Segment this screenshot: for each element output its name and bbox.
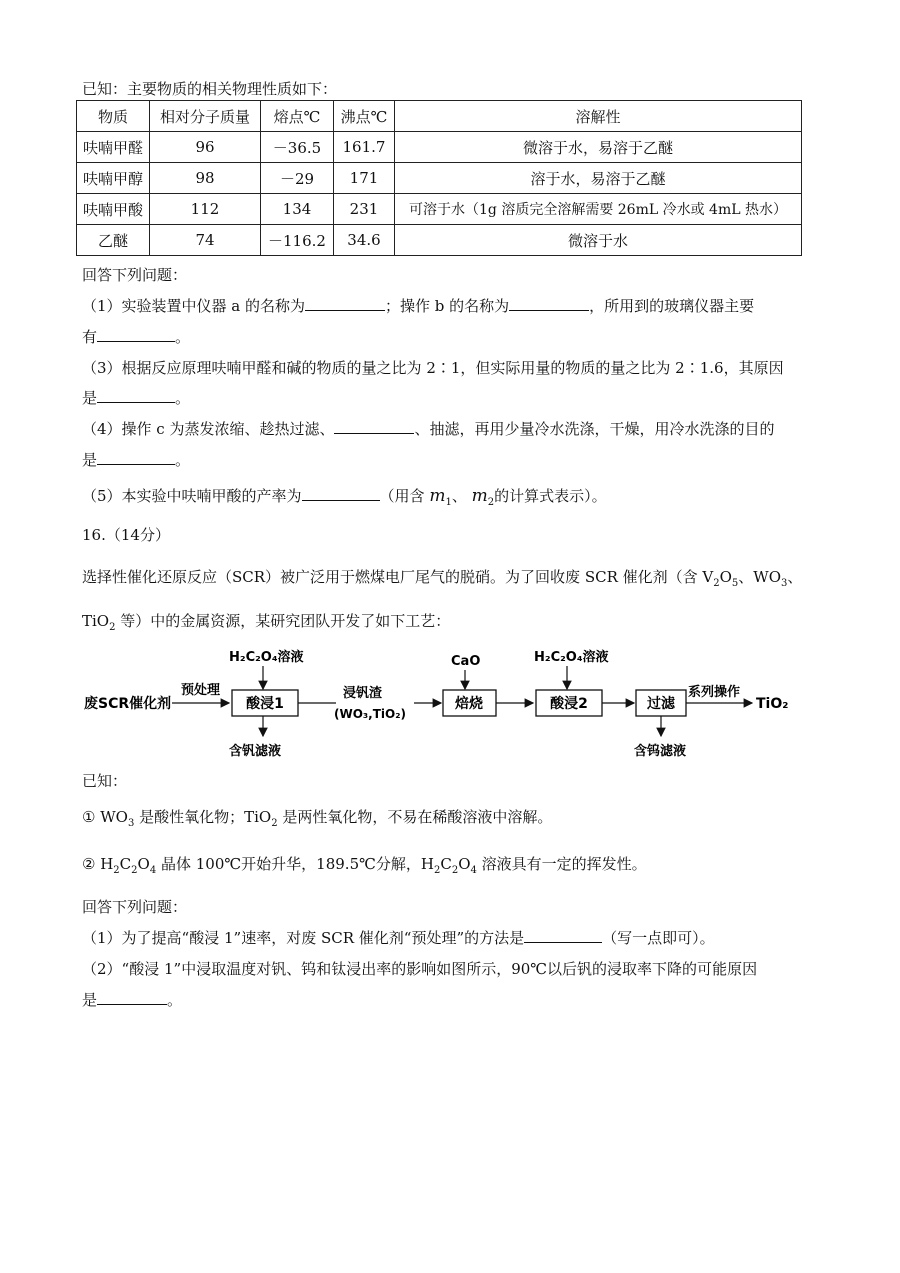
flow-box4-label: 过滤 xyxy=(647,696,675,712)
question-1-line1: （1）实验装置中仪器 a 的名称为 ；操作 b 的名称为 ，所用到的玻璃仪器主要 xyxy=(82,297,755,315)
known-header: 已知： xyxy=(82,772,128,790)
flow-residue-label: 浸钒渣 xyxy=(343,686,383,701)
table-cell: 161.7 xyxy=(334,132,395,163)
table-row xyxy=(77,163,802,194)
flow-filtrate2-label: 含钨滤液 xyxy=(634,744,687,759)
flow-reagent2-label: H₂C₂O₄溶液 xyxy=(534,650,609,665)
question-3-line2: 是 。 xyxy=(82,389,191,407)
table-cell: 98 xyxy=(150,163,261,194)
flow-reagent1-label: H₂C₂O₄溶液 xyxy=(229,650,304,665)
answer-prompt: 回答下列问题： xyxy=(82,898,188,916)
answer-blank[interactable] xyxy=(524,927,602,943)
table-cell: 171 xyxy=(334,163,395,194)
table-header-cell: 熔点℃ xyxy=(261,101,334,132)
properties-table xyxy=(76,100,802,256)
intro-text: 已知：主要物质的相关物理性质如下： xyxy=(82,80,338,98)
flow-start-label: 废SCR催化剂 xyxy=(84,696,172,712)
question-4-line2: 是 。 xyxy=(82,451,191,469)
answer-blank[interactable] xyxy=(97,449,175,465)
flow-box3-label: 酸浸2 xyxy=(550,696,588,712)
table-cell: 74 xyxy=(150,225,261,256)
answer-blank[interactable] xyxy=(509,295,589,311)
table-row xyxy=(77,225,802,256)
table-cell: －29 xyxy=(261,163,334,194)
table-cell: 呋喃甲醇 xyxy=(77,163,150,194)
table-cell: －36.5 xyxy=(261,132,334,163)
table-cell: 134 xyxy=(261,194,334,225)
table-cell: 可溶于水（1g 溶质完全溶解需要 26mL 冷水或 4mL 热水） xyxy=(395,194,802,225)
answer-blank[interactable] xyxy=(305,295,385,311)
table-header-cell: 相对分子质量 xyxy=(150,101,261,132)
table-cell: 微溶于水，易溶于乙醚 xyxy=(395,132,802,163)
answer-blank[interactable] xyxy=(97,387,175,403)
table-cell: 溶于水，易溶于乙醚 xyxy=(395,163,802,194)
question-3-line1: （3）根据反应原理呋喃甲醛和碱的物质的量之比为 2∶1，但实际用量的物质的量之比为 2∶1.6，其原因 xyxy=(82,359,784,377)
question-16-2-line2: 是 。 xyxy=(82,991,183,1009)
question-5: （5）本实验中呋喃甲酸的产率为 （用含 $m_1$、 $m_2$的计算式表示）。 xyxy=(82,486,607,508)
question-1-line2: 有 。 xyxy=(82,328,191,346)
table-header-cell: 溶解性 xyxy=(395,101,802,132)
table-row xyxy=(77,194,802,225)
question-4-line1: （4）操作 c 为蒸发浓缩、趁热过滤、 、抽滤，再用少量冷水洗涤，干燥，用冷水洗涤的目的 xyxy=(82,420,775,438)
table-cell: 呋喃甲酸 xyxy=(77,194,150,225)
question-16-2-line1: （2）“酸浸 1”中浸取温度对钒、钨和钛浸出率的影响如图所示，90℃以后钒的浸取率下降的可能原因 xyxy=(82,960,758,978)
flow-residue-composition: (WO₃,TiO₂) xyxy=(334,707,406,721)
flow-series-label: 系列操作 xyxy=(688,685,741,700)
answer-blank[interactable] xyxy=(334,418,414,434)
process-flow-diagram xyxy=(0,640,900,765)
table-cell: 微溶于水 xyxy=(395,225,802,256)
flow-pretreat-label: 预处理 xyxy=(181,683,221,698)
table-cell: 呋喃甲醛 xyxy=(77,132,150,163)
flow-filtrate1-label: 含钒滤液 xyxy=(229,744,282,759)
table-header-cell: 沸点℃ xyxy=(334,101,395,132)
flow-box1-label: 酸浸1 xyxy=(246,696,284,712)
answer-blank[interactable] xyxy=(97,326,175,342)
answer-blank[interactable] xyxy=(302,485,380,501)
flow-product-label: TiO₂ xyxy=(756,696,789,712)
question-16-intro-line1: 选择性催化还原反应（SCR）被广泛用于燃煤电厂尾气的脱硝。为了回收废 SCR 催化剂（含 $V_2O_5$、$WO_3$、 xyxy=(82,568,803,589)
table-cell: －116.2 xyxy=(261,225,334,256)
question-16-intro-line2: TiO$_2$ 等）中的金属资源，某研究团队开发了如下工艺： xyxy=(82,612,451,633)
table-row xyxy=(77,132,802,163)
known-item-1: ① $WO_3$ 是酸性氧化物；TiO$_2$ 是两性氧化物，不易在稀酸溶液中溶解。 xyxy=(82,808,553,829)
flow-cao-label: CaO xyxy=(451,654,481,669)
flow-box2-label: 焙烧 xyxy=(455,696,483,712)
table-cell: 231 xyxy=(334,194,395,225)
table-cell: 96 xyxy=(150,132,261,163)
answer-prompt: 回答下列问题： xyxy=(82,266,188,284)
variable-m2: m xyxy=(471,486,488,506)
answer-blank[interactable] xyxy=(97,989,167,1005)
table-header-row xyxy=(77,101,802,132)
table-cell: 34.6 xyxy=(334,225,395,256)
question-16-1: （1）为了提高“酸浸 1”速率，对废 SCR 催化剂“预处理”的方法是 （写一点即可）。 xyxy=(82,929,715,947)
question-16-header: 16.（14分） xyxy=(82,526,170,544)
variable-m1: m xyxy=(429,486,446,506)
table-cell: 112 xyxy=(150,194,261,225)
known-item-2: ② $H_2C_2O_4$ 晶体 100℃开始升华，189.5℃分解，$H_2C_2O_4$ 溶液具有一定的挥发性。 xyxy=(82,855,647,876)
table-header-cell: 物质 xyxy=(77,101,150,132)
table-cell: 乙醚 xyxy=(77,225,150,256)
